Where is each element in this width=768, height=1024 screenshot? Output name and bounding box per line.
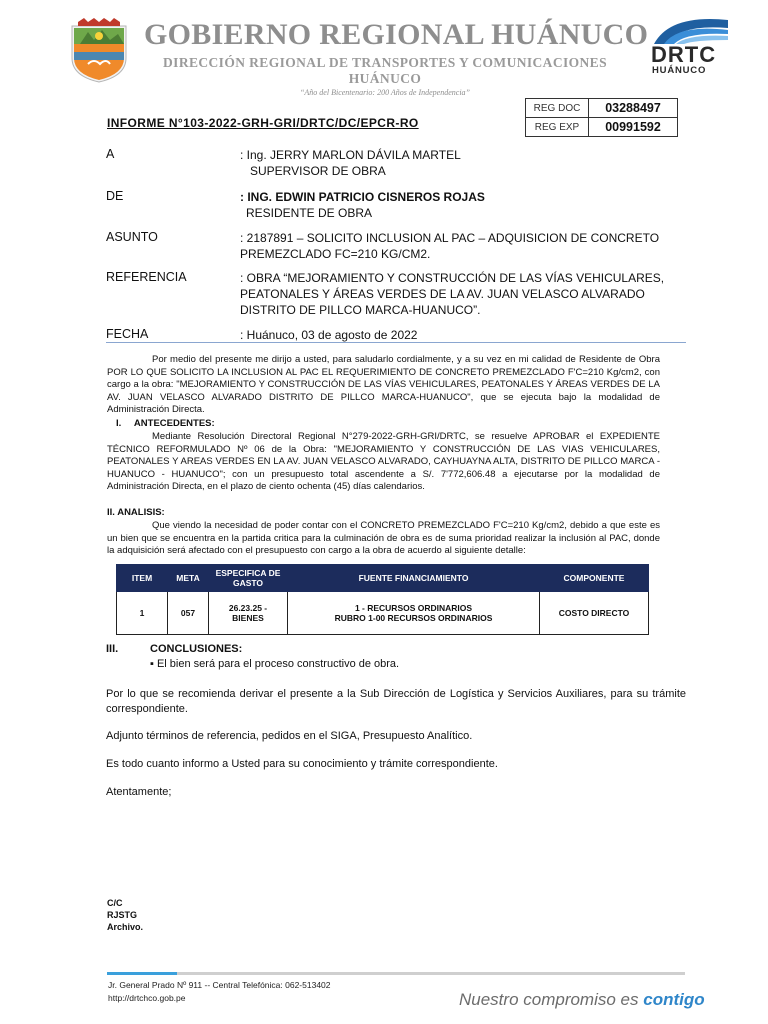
field-a-role: SUPERVISOR DE OBRA xyxy=(250,164,386,178)
reg-exp-value: 00991592 xyxy=(589,118,678,137)
detail-cell-especifica-line1: 26.23.25 - xyxy=(228,603,268,613)
footer-slogan xyxy=(459,990,705,1010)
copies-line-1: C/C xyxy=(107,898,123,908)
conclusiones-bullet xyxy=(150,658,399,670)
copies-line-2: RJSTG xyxy=(107,910,138,920)
closing-paragraph-3: Es todo cuanto informo a Usted para su conocimiento y trámite correspondiente. xyxy=(106,758,498,770)
field-referencia-line1: : OBRA “MEJORAMIENTO Y CONSTRUCCIÓN DE LAS VÍAS VEHICULARES, xyxy=(240,271,665,285)
header-title: GOBIERNO REGIONAL HUÁNUCO xyxy=(144,18,649,51)
detail-cell-fuente-line2: RUBRO 1-00 RECURSOS ORDINARIOS xyxy=(334,613,493,623)
antecedentes-heading-number: I. xyxy=(116,418,122,429)
header-divider xyxy=(106,342,686,343)
antecedentes-heading xyxy=(116,418,215,429)
closing-paragraph-2: Adjunto términos de referencia, pedidos en el SIGA, Presupuesto Analítico. xyxy=(106,730,473,742)
detail-cell-item: 1 xyxy=(117,592,168,635)
footer-divider-accent xyxy=(107,972,177,975)
header-subtitle-line1: DIRECCIÓN REGIONAL DE TRANSPORTES Y COMUNICACIONES xyxy=(163,55,607,70)
detail-table-header xyxy=(117,565,649,592)
detail-cell-componente: COSTO DIRECTO xyxy=(540,592,649,635)
reg-doc-label: REG DOC xyxy=(526,99,589,118)
detail-cell-especifica-line2: BIENES xyxy=(232,613,264,623)
antecedentes-heading-text: ANTECEDENTES: xyxy=(133,418,215,429)
detail-table xyxy=(116,564,649,635)
field-de-value xyxy=(240,189,485,221)
conclusiones-heading xyxy=(106,643,243,655)
registry-table xyxy=(525,98,678,137)
informe-number: INFORME N°103-2022-GRH-GRI/DRTC/DC/EPCR-RO xyxy=(107,116,419,130)
table-row xyxy=(117,592,649,635)
drtc-logo-text: DRTC xyxy=(651,42,717,67)
reg-exp-label: REG EXP xyxy=(526,118,589,137)
detail-header-componente: COMPONENTE xyxy=(540,565,649,592)
field-fecha-value: : Huánuco, 03 de agosto de 2022 xyxy=(240,328,418,342)
analisis-paragraph: Que viendo la necesidad de poder contar con el CONCRETO PREMEZCLADO F'C=210 Kg/cm2, debido a que este es un bien que se encuentra en la partida critica para la culminación de obra es de suma prioridad realizar la inclusión al PAC, donde la adquisición será afectado con el presupuesto con cargo a la obra de acuerdo al siguiente detalle: xyxy=(107,520,660,556)
copies-block xyxy=(107,897,143,933)
footer-url[interactable]: http://drtchco.gob.pe xyxy=(108,993,186,1003)
conclusiones-heading-text: CONCLUSIONES: xyxy=(150,643,243,655)
detail-cell-meta: 057 xyxy=(168,592,209,635)
conclusiones-bullet-text: El bien será para el proceso constructivo de obra. xyxy=(156,658,400,670)
detail-cell-fuente-line1: 1 - RECURSOS ORDINARIOS xyxy=(354,603,473,613)
detail-header-item: ITEM xyxy=(117,565,168,592)
header-subtitle xyxy=(140,55,630,87)
field-referencia-line2: PEATONALES Y ÁREAS VERDES DE LA AV. JUAN VELASCO ALVARADO xyxy=(240,287,645,301)
conclusiones-heading-number: III. xyxy=(106,643,119,655)
detail-cell-fuente xyxy=(288,592,540,635)
intro-paragraph: Por medio del presente me dirijo a usted, para saludarlo cordialmente, y a su vez en mi calidad de Residente de Obra POR LO QUE SOLICITO LA INCLUSION AL PAC EL REQUERIMIENTO DE CONCRETO PREMEZCLADO F'C=210 Kg/cm2, con cargo a la obra: "MEJORAMIENTO Y CONSTRUCCIÓN DE LAS VÍAS VEHICULARES, PEATONALES Y ÁREAS VERDES DE LA AV. JUAN VELASCO ALVARADO DISTRITO DE PILLCO MARCA-HUANUCO", que se ejecuta bajo la modalidad de Administración Directa. xyxy=(107,354,660,415)
field-fecha-label: FECHA xyxy=(106,327,149,341)
field-asunto-label: ASUNTO xyxy=(106,230,158,244)
footer-address: Jr. General Prado Nº 911 -- Central Telefónica: 062-513402 xyxy=(108,980,331,990)
header-subtitle-line2: HUÁNUCO xyxy=(348,71,422,86)
reg-doc-value: 03288497 xyxy=(589,99,678,118)
footer-slogan-prefix: Nuestro compromiso es xyxy=(459,990,639,1009)
bullet-icon: ▪ xyxy=(150,658,154,670)
field-asunto-line1: : 2187891 – SOLICITO INCLUSION AL PAC – ADQUISICION DE CONCRETO xyxy=(240,231,660,245)
field-de-role: RESIDENTE DE OBRA xyxy=(246,206,373,220)
field-a-label: A xyxy=(106,147,115,161)
registry-row-doc xyxy=(526,99,678,118)
field-referencia-line3: DISTRITO DE PILLCO MARCA-HUANUCO”. xyxy=(240,303,481,317)
field-asunto-line2: PREMEZCLADO FC=210 KG/CM2. xyxy=(240,247,431,261)
detail-header-meta: META xyxy=(168,565,209,592)
drtc-logo-graphic xyxy=(650,14,728,44)
field-asunto-value xyxy=(240,230,659,262)
closing-signoff: Atentamente; xyxy=(106,786,172,798)
footer-divider xyxy=(107,972,685,975)
detail-cell-especifica xyxy=(209,592,288,635)
drtc-logo-subtext: HUÁNUCO xyxy=(652,65,707,76)
closing-paragraph-1: Por lo que se recomienda derivar el presente a la Sub Dirección de Logística y Servicios Auxiliares, para su trámite correspondiente. xyxy=(106,688,686,715)
field-a-value xyxy=(240,147,461,179)
detail-header-fuente: FUENTE FINANCIAMIENTO xyxy=(288,565,540,592)
field-de-name: : ING. EDWIN PATRICIO CISNEROS ROJAS xyxy=(240,190,485,204)
field-referencia-label: REFERENCIA xyxy=(106,270,187,284)
regional-shield-logo xyxy=(70,18,128,84)
header-motto: “Año del Bicentenario: 200 Años de Independencia” xyxy=(299,88,471,97)
footer-slogan-bold: contigo xyxy=(643,990,705,1009)
field-a-name: : Ing. JERRY MARLON DÁVILA MARTEL xyxy=(240,148,461,162)
registry-row-exp xyxy=(526,118,678,137)
antecedentes-paragraph: Mediante Resolución Directoral Regional N°279-2022-GRH-GRI/DRTC, se resuelve APROBAR el EXPEDIENTE TÉCNICO REFORMULADO Nº 06 de la Obra: "MEJORAMIENTO Y CONSTRUCCIÓN DE LAS VIAS VEHICULARES, PEATONALES Y AREAS VERDES EN LA AV. JUAN VELASCO ALVARADO, CAYHUAYNA ALTA, DISTRITO DE PILLCO MARCA - HUANUCO - HUANUCO"; con un presupuesto total ascendente a S/. 7'772,606.48 a ejecutarse por la modalidad de Administración Directa, en el plazo de ciento ochenta (45) días calendarios. xyxy=(107,431,660,492)
copies-line-3: Archivo. xyxy=(107,922,144,932)
field-de-label: DE xyxy=(106,189,124,203)
field-referencia-value xyxy=(240,270,664,318)
detail-header-especifica: ESPECIFICA DE GASTO xyxy=(209,565,288,592)
analisis-heading: II. ANALISIS: xyxy=(107,507,165,518)
